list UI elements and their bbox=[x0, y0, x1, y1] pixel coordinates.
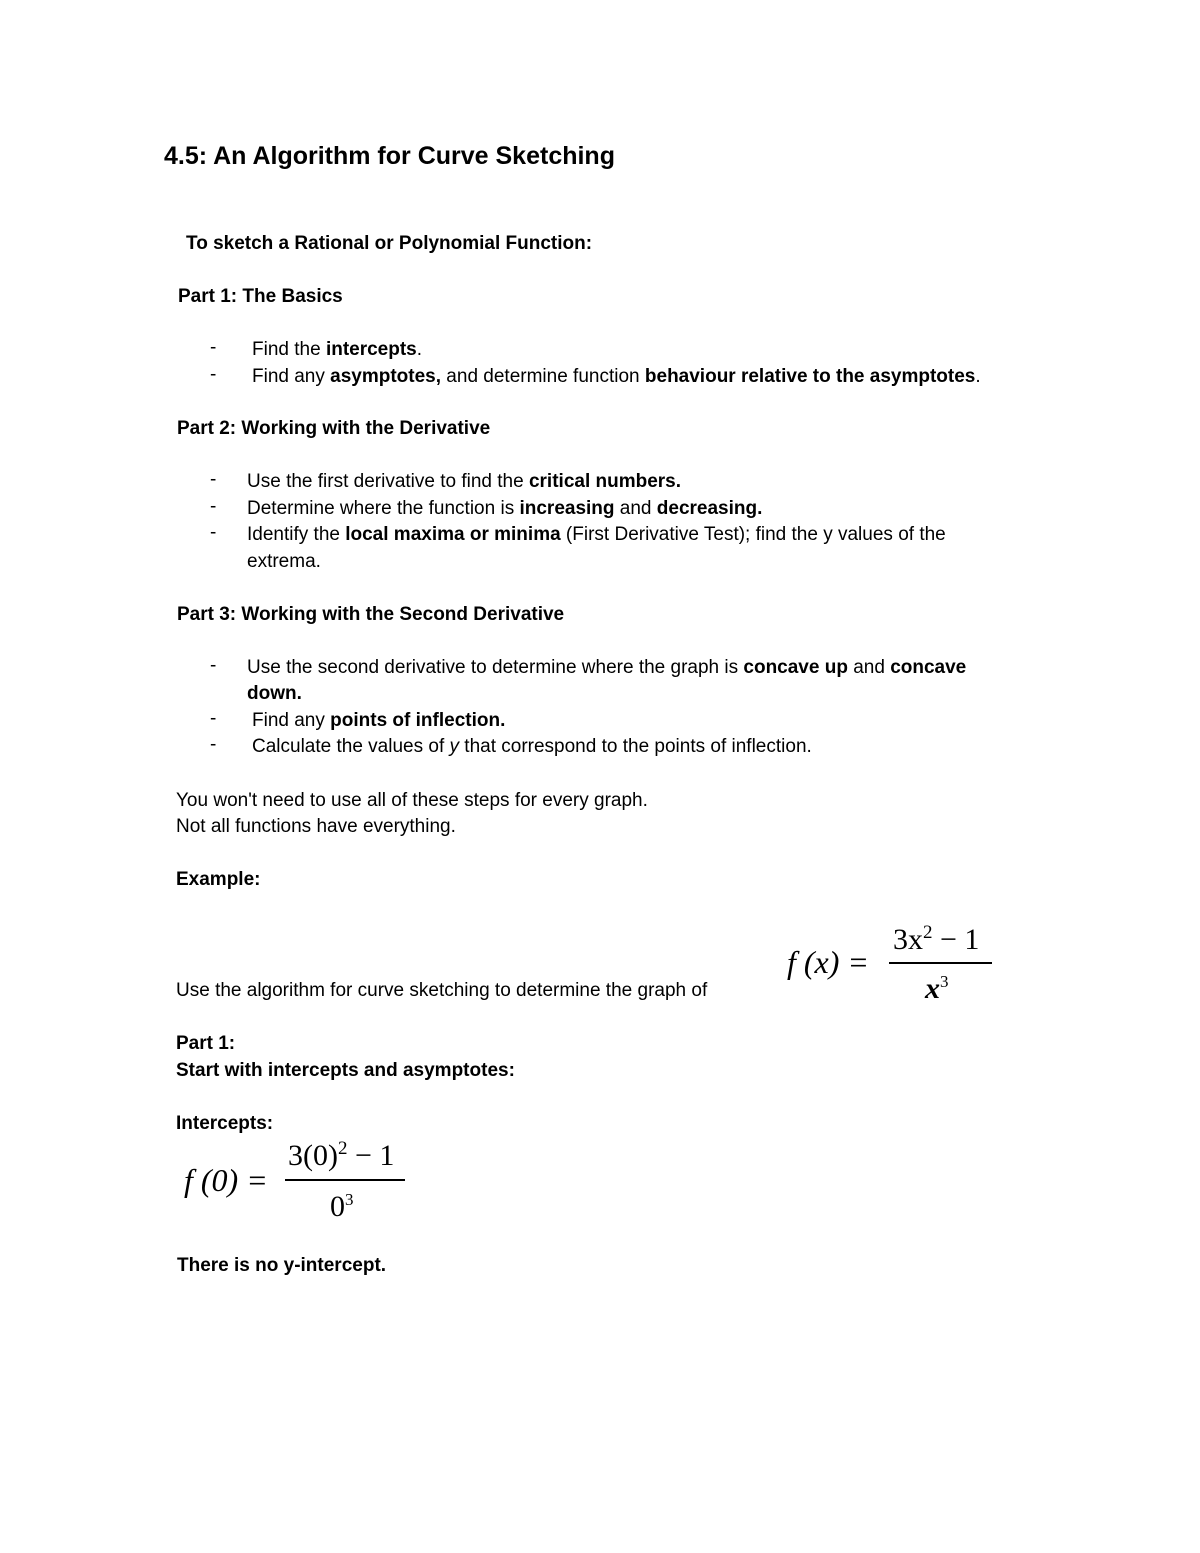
formula1-lhs: f (x) = bbox=[787, 944, 869, 980]
intro-heading: To sketch a Rational or Polynomial Function: bbox=[186, 233, 593, 254]
part3-item-concavity-cont: down. bbox=[247, 683, 302, 704]
formula1-denominator: $x^3$ bbox=[925, 972, 949, 1005]
example-label: Example: bbox=[176, 869, 261, 890]
example-text: Use the algorithm for curve sketching to determine the graph of bbox=[176, 980, 708, 1001]
part2-heading: Part 2: Working with the Derivative bbox=[177, 418, 491, 439]
part1-item-intercepts: Find the intercepts. bbox=[252, 339, 423, 360]
formula2-numerator: $3(0)^2 - 1$ bbox=[288, 1138, 395, 1172]
intercepts-label: Intercepts: bbox=[176, 1113, 274, 1134]
formula1-numerator: $3x^2 - 1$ bbox=[893, 922, 980, 956]
note-line-1: You won't need to use all of these steps for every graph. bbox=[176, 790, 648, 811]
formula1-fraction-bar bbox=[889, 962, 992, 964]
part1-item-asymptotes: Find any asymptotes, and determine function behaviour relative to the asymptotes. bbox=[252, 366, 981, 387]
formula2-fraction-bar bbox=[285, 1179, 405, 1181]
bullet-dash: - bbox=[210, 469, 217, 490]
bullet-dash: - bbox=[210, 496, 217, 517]
part3-item-concavity: Use the second derivative to determine where the graph is concave up and concave bbox=[247, 657, 967, 678]
conclusion-text: There is no y-intercept. bbox=[177, 1255, 387, 1276]
formula2-lhs: f (0) = bbox=[184, 1162, 268, 1198]
note-line-2: Not all functions have everything. bbox=[176, 816, 456, 837]
part1-heading: Part 1: The Basics bbox=[178, 286, 343, 307]
bullet-dash: - bbox=[210, 337, 217, 358]
part3-item-y-values: Calculate the values of y that correspond to the points of inflection. bbox=[252, 736, 812, 757]
bullet-dash: - bbox=[210, 708, 217, 729]
bullet-dash: - bbox=[210, 655, 217, 676]
bullet-dash: - bbox=[210, 522, 217, 543]
bullet-dash: - bbox=[210, 734, 217, 755]
part2-item-critical: Use the first derivative to find the critical numbers. bbox=[247, 471, 682, 492]
page-title: 4.5: An Algorithm for Curve Sketching bbox=[164, 142, 615, 170]
part2-item-increasing: Determine where the function is increasing and decreasing. bbox=[247, 498, 763, 519]
bullet-dash: - bbox=[210, 364, 217, 385]
part3-heading: Part 3: Working with the Second Derivative bbox=[177, 604, 565, 625]
worked-part1-subheading: Start with intercepts and asymptotes: bbox=[176, 1060, 515, 1081]
part2-item-extrema-cont: extrema. bbox=[247, 551, 321, 572]
formula2-denominator: $0^3$ bbox=[330, 1190, 354, 1223]
part2-item-extrema: Identify the local maxima or minima (First Derivative Test); find the y values of the bbox=[247, 524, 946, 545]
part3-item-inflection: Find any points of inflection. bbox=[252, 710, 506, 731]
worked-part1-heading: Part 1: bbox=[176, 1033, 236, 1054]
